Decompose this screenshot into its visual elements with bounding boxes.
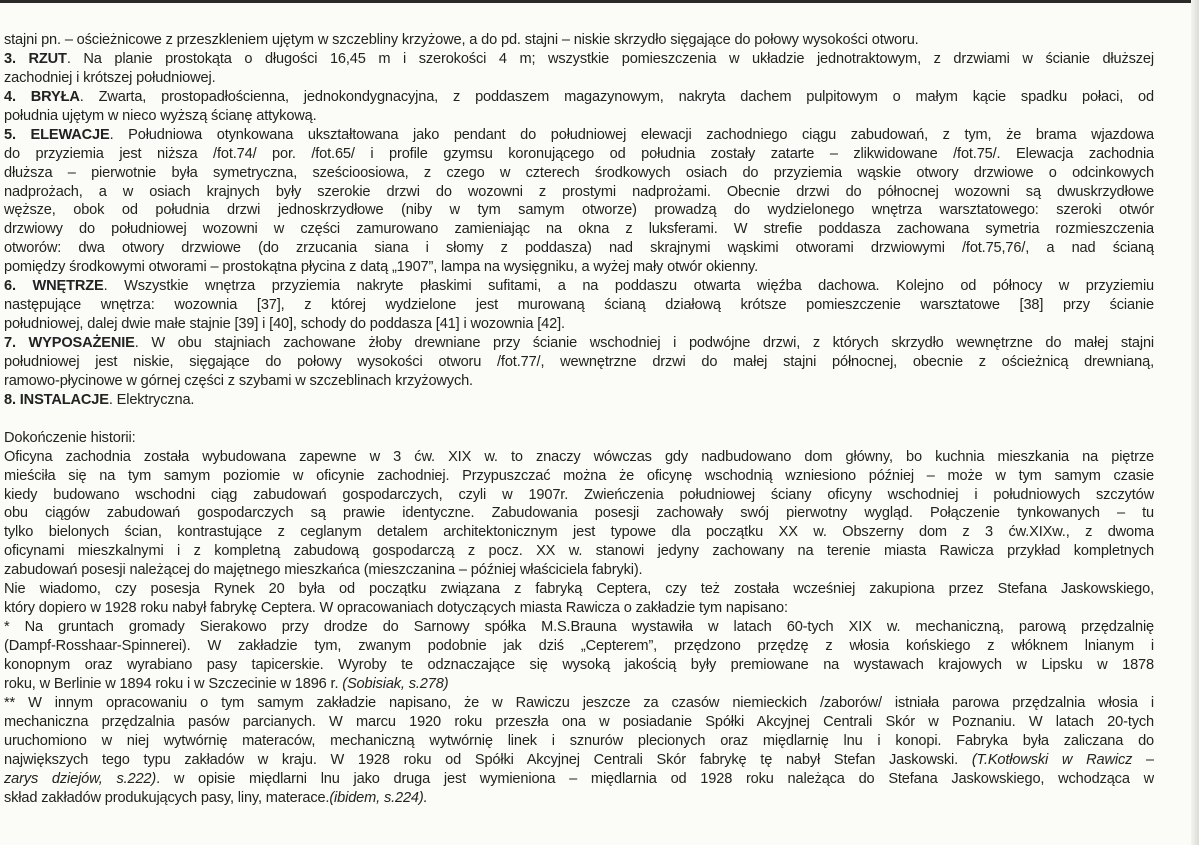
scan-right-edge [1191,0,1199,845]
citation: zarys dziejów, s.222) [4,770,157,787]
line-text: węższe, obok od południa drzwi jednoskrzydłowe (niby w tym samym otworze) prowadzą do wydzielonego wnętrza warsztatowego: szeroki otwór [4,202,1154,219]
line-text: roku, w Berlinie w 1894 roku i w Szczecinie w 1896 r. [4,675,343,692]
text-line [4,258,1154,277]
line-text: południa ujętym w nieco wyższą ścianę attykową. [4,107,317,124]
section-bryla [4,88,1154,107]
text-line [4,770,1154,789]
section-wnetrze [4,277,1154,296]
line-text: następujące wnętrza: wozownia [37], z której wydzielone jest murowaną ścianą działową krótsze pomieszczenie warsztatowe [38] przy ścianie [4,297,1154,314]
line-text: . Elektryczna. [108,391,195,408]
text-line [4,107,1154,126]
line-text: Dokończenie historii: [4,429,136,446]
text-line [4,656,1154,675]
text-line [4,542,1154,561]
text-line [4,296,1154,315]
text-line [4,183,1154,202]
section-heading: 7. WYPOSAŻENIE [4,335,135,351]
line-text: ** W innym opracowaniu o tym samym zakładzie napisano, że w Rawiczu jeszcze za czasów niemieckich /zaborów/ istniała parowa przędzalnia włosia i [4,694,1154,711]
line-text: największych tego typu zakładów w kraju. W 1928 roku od Spółki Akcyjnej Centrali Skór fabrykę tę nabył Stefan Jaskowski. [4,751,972,768]
text-line [4,523,1154,542]
citation: (ibidem, s.224). [329,789,428,806]
text-line [4,145,1154,164]
line-text: Oficyna zachodnia została wybudowana zapewne w 3 ćw. XIX w. to znaczy wówczas gdy nadbudowano dom główny, bo kuchnia mieszkania na piętrze [4,448,1154,465]
text-line [4,315,1154,334]
text-line [4,599,1154,618]
line-text: obu ciągów zabudowań gospodarczych są prawie identyczne. Zabudowania posesji zachowały swój pierwotny wygląd. Połączenie tynkowanych – tu [4,505,1154,522]
text-line [4,69,1154,88]
text-line [4,732,1154,751]
line-text: dłuższa – pierwotnie była symetryczna, sześcioosiowa, z czego w czterech środkowych osiach do przyziemia wąskie otwory drzwiowe o odcinkowych [4,164,1154,181]
text-line [4,372,1154,391]
line-text: południowej, dalej dwie małe stajnie [39] i [40], schody do poddasza [41] i wozownia [42]. [4,316,565,333]
line-text: który dopiero w 1928 roku nabył fabrykę Ceptera. W opracowaniach dotyczących miasta Rawicza o zakładzie tym napisano: [4,600,788,617]
section-elewacje [4,126,1154,145]
history-heading [4,429,1154,448]
line-text: uruchomiono w niej wytwórnię materaców, mechaniczną wytwórnię linek i sznurów plecionych oraz międlarnię lnu i konopi. Fabryka była zaliczana do [4,732,1154,749]
citation: (Sobisiak, s.278) [342,675,449,692]
line-text: kiedy budowano wschodni ciąg zabudowań gospodarczych, czyli w 1907r. Zwieńczenia południowej ściany oficyny wschodniej i południowych szczytów [4,486,1154,503]
line-text: tylko bielonych ścian, kontrastujące z ceglanym detalem architektonicznym jest typowe dla początku XX w. Obszerny dom z 3 ćw.XIXw., z dwoma [4,524,1154,541]
scan-top-border [0,0,1199,3]
line-text: . Na planie prostokąta o długości 16,45 m i szerokości 4 m; wszystkie pomieszczenia w układzie jednotraktowym, z drzwiami w ścianie dłuższej [66,50,1154,67]
line-text: południowej jest niskie, sięgające do połowy wysokości otworu /fot.77/, wewnętrzne drzwi do małej stajni północnej, obecnie z ościeżnicą drewnianą, [4,353,1154,370]
line-text: mechaniczna przędzalnia pasów parcianych. W marcu 1920 roku przeszła ona w posiadanie Spółki Akcyjnej Centrali Skór w Poznaniu. W latach 20-tych [4,713,1154,730]
text-line [4,239,1154,258]
text-line [4,486,1154,505]
text-line [4,201,1154,220]
text-line [4,220,1154,239]
text-line [4,448,1154,467]
text-line [4,504,1154,523]
line-text: konopnym oraz wyrabiano pasy tapicerskie. Wyroby te odznaczające się wysoką jakością były premiowane na wystawach krajowych w Lipsku w 1878 [4,656,1154,673]
line-text: oficynami mieszkalnymi i z kompletną zabudową gospodarczą z pocz. XX w. stanowi jedyny zachowany na terenie miasta Rawicza przykład kompletnych [4,543,1154,560]
line-text: drzwiowy do południowej wozowni w części zamurowano zamieniając na okna z luksferami. W strefie poddasza zachowana symetria rozmieszczenia [4,221,1154,238]
line-text: do przyziemia jest niższa /fot.74/ por. /fot.65/ i profile gzymsu koronującego od południa zostały zatarte – zlikwidowane /fot.75/. Elewacja zachodnia [4,145,1154,162]
text-line [4,164,1154,183]
text-line [4,467,1154,486]
document-page [4,31,1154,807]
line-text: zachodniej i krótszej południowej. [4,69,216,86]
text-line [4,675,1154,694]
line-text: ramowo-płycinowe w górnej części z szybami w szczeblinach krzyżowych. [4,372,473,389]
line-text: . W obu stajniach zachowane żłoby drewniane przy ścianie wschodniej i podwójne drzwi, z których skrzydło wewnętrzne do małej stajni [134,335,1154,351]
text-line [4,713,1154,732]
line-text: . Zwarta, prostopadłościenna, jednokondygnacyjna, z poddaszem magazynowym, nakryta dachem pulpitowym o małym kącie spadku połaci, od [79,88,1154,105]
line-text: . Wszystkie wnętrza przyziemia nakryte płaskimi sufitami, a na poddaszu otwarta więźba dachowa. Kolejno od północy w przyziemiu [103,278,1154,295]
blank-line [4,410,1154,429]
line-text: (Dampf-Rosshaar-Spinnerei). W zakładzie tym, zwanym podobnie jak dziś „Cepterem”, przędzono przędzę z włosia końskiego z włóknem lnianym i [4,638,1154,654]
line-text: zabudowań posesji należącej do majętnego mieszkańca (mieszczanina – później właściciela fabryki). [4,562,643,579]
section-heading: 5. ELEWACJE [4,126,110,143]
text-line [4,751,1154,770]
section-heading: 4. BRYŁA [4,88,80,105]
line-text: nadprożach, a w osiach krajnych były szerokie drzwi do wozowni z prostymi nadprożami. Obecnie drzwi do północnej wozowni są dwuskrzydłowe [4,183,1154,200]
text-line [4,31,1154,50]
line-text: otworów: dwa otwory drzwiowe (do zrzucania siana i słomy z poddasza) nad skrajnymi wąskimi otworami drzwiowymi /fot.75,76/, a nad ścianą [4,240,1154,257]
line-text: skład zakładów produkujących pasy, liny, materace. [4,789,330,806]
footnote-2 [4,694,1154,713]
text-line [4,789,1154,808]
line-text: pomiędzy środkowymi otworami – prostokątna płycina z datą „1907”, lampa na wysięgniku, a wyżej mały otwór okienny. [4,259,759,276]
line-text: Nie wiadomo, czy posesja Rynek 20 była od początku związana z fabryką Ceptera, czy też została wcześniej zakupiona przez Stefana Jaskowskiego, [4,581,1154,598]
line-text: . w opisie międlarni lnu jako druga jest wymieniona – międlarnia od 1928 roku należąca do Stefana Jaskowskiego, wchodząca w [156,770,1154,787]
text-line [4,561,1154,580]
section-wyposazenie [4,334,1154,353]
line-text: mieściła się na tym samym poziomie w oficynie zachodniej. Przypuszczać można że oficynę wschodnią wzniesiono później – może w tym samym czasie [4,467,1154,484]
line-text: * Na gruntach gromady Sierakowo przy drodze do Sarnowy spółka M.S.Brauna wystawiła w latach 60-tych XIX w. mechaniczną, parową przędzalnię [4,619,1154,636]
line-text: stajni pn. – ościeżnicowe z przeszkleniem ujętym w szczebliny krzyżowe, a do pd. stajni – niskie skrzydło sięgające do połowy wysokości otworu. [4,32,919,48]
footnote-1 [4,618,1154,637]
text-line [4,353,1154,372]
section-rzut [4,50,1154,69]
section-heading: 6. WNĘTRZE [4,278,104,295]
section-heading: 8. INSTALACJE [4,391,109,408]
text-line [4,580,1154,599]
section-heading: 3. RZUT [4,50,67,67]
text-line [4,637,1154,656]
citation: (T.Kotłowski w Rawicz – [971,751,1154,768]
line-text: . Południowa otynkowana ukształtowana jako pendant do południowej elewacji zachodniego ciągu zabudowań, z tym, że brama wjazdowa [109,126,1154,143]
section-instalacje [4,391,1154,410]
